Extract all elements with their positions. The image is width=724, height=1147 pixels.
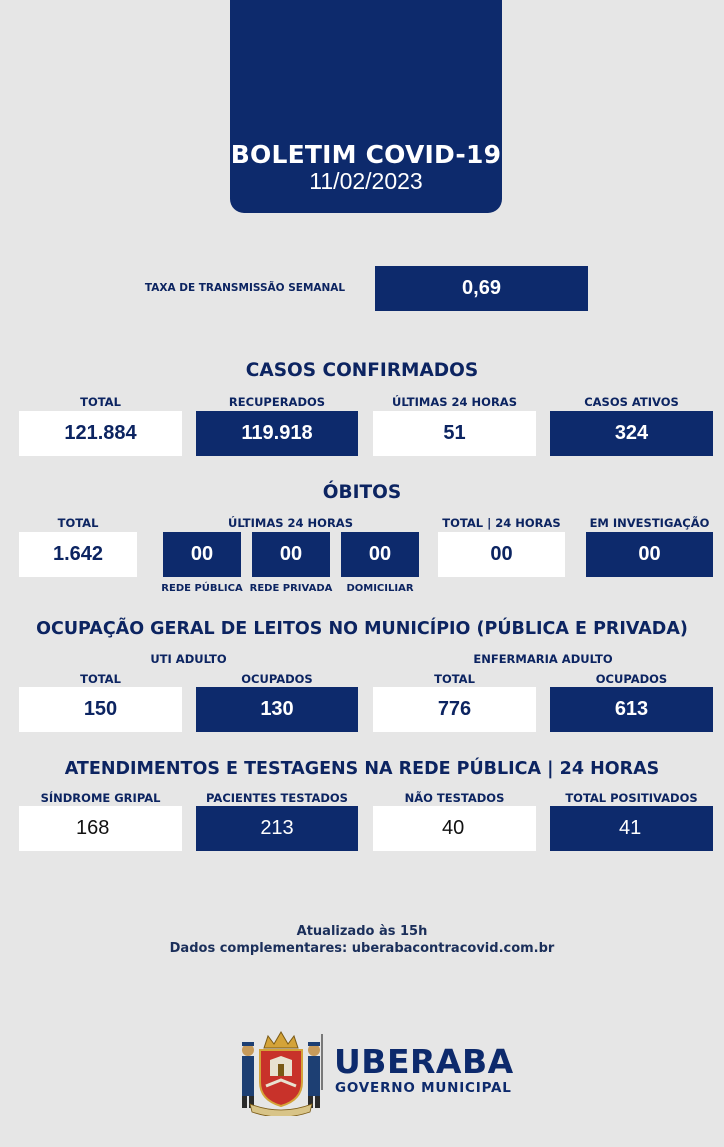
confirmed-24h-value: 51 [373, 411, 536, 456]
care-positive-value: 41 [550, 806, 713, 851]
beds-uti-occupied-label: OCUPADOS [241, 672, 313, 686]
deaths-investigation-value: 00 [586, 532, 713, 577]
deaths-title: ÓBITOS [322, 482, 402, 503]
care-flu-value: 168 [19, 806, 182, 851]
deaths-total-label: TOTAL [57, 516, 99, 530]
care-not-tested-label: NÃO TESTADOS [404, 791, 505, 805]
care-tested-label: PACIENTES TESTADOS [206, 791, 348, 805]
beds-ward-total-label: TOTAL [434, 672, 475, 686]
bulletin-date: 11/02/2023 [309, 168, 423, 194]
deaths-public-value: 00 [163, 532, 241, 577]
confirmed-active-value: 324 [550, 411, 713, 456]
care-title: ATENDIMENTOS E TESTAGENS NA REDE PÚBLICA | 24 HORAS [64, 759, 660, 779]
beds-uti-label: UTI ADULTO [150, 652, 227, 666]
beds-ward-occupied-value: 613 [550, 687, 713, 732]
bulletin-title: BOLETIM COVID-19 [230, 140, 502, 169]
beds-uti-total-label: TOTAL [80, 672, 121, 686]
confirmed-recovered-value: 119.918 [196, 411, 358, 456]
confirmed-total-label: TOTAL [80, 395, 121, 409]
beds-uti-total-value: 150 [19, 687, 182, 732]
deaths-private-label: REDE PRIVADA [249, 583, 333, 594]
deaths-public-label: REDE PÚBLICA [161, 583, 243, 594]
deaths-total24-value: 00 [438, 532, 565, 577]
transmission-label: TAXA DE TRANSMISSÃO SEMANAL [144, 282, 346, 294]
logo-subtitle: GOVERNO MUNICIPAL [335, 1080, 512, 1096]
beds-title: OCUPAÇÃO GERAL DE LEITOS NO MUNICÍPIO (PÚBLICA E PRIVADA) [36, 619, 688, 639]
footer-updated: Atualizado às 15h [296, 924, 428, 939]
care-positive-label: TOTAL POSITIVADOS [565, 791, 698, 805]
confirmed-total-value: 121.884 [19, 411, 182, 456]
deaths-total-value: 1.642 [19, 532, 137, 577]
beds-ward-occupied-label: OCUPADOS [595, 672, 668, 686]
beds-ward-total-value: 776 [373, 687, 536, 732]
care-not-tested-value: 40 [373, 806, 536, 851]
confirmed-24h-label: ÚLTIMAS 24 HORAS [392, 395, 517, 409]
confirmed-title: CASOS CONFIRMADOS [245, 360, 479, 381]
deaths-home-value: 00 [341, 532, 419, 577]
footer-more-info: Dados complementares: uberabacontracovid.com.br [169, 941, 555, 956]
transmission-value: 0,69 [375, 266, 588, 311]
deaths-private-value: 00 [252, 532, 330, 577]
bulletin-header [230, 0, 502, 213]
care-tested-value: 213 [196, 806, 358, 851]
deaths-24h-label: ÚLTIMAS 24 HORAS [228, 516, 353, 530]
deaths-investigation-label: EM INVESTIGAÇÃO [589, 516, 710, 530]
confirmed-active-label: CASOS ATIVOS [584, 395, 679, 409]
beds-ward-label: ENFERMARIA ADULTO [473, 652, 613, 666]
deaths-total24-label: TOTAL | 24 HORAS [442, 516, 561, 530]
care-flu-label: SÍNDROME GRIPAL [40, 791, 161, 805]
deaths-home-label: DOMICILIAR [346, 583, 414, 594]
logo-name: UBERABA [334, 1042, 514, 1081]
coat-of-arms-icon [236, 1030, 326, 1116]
beds-uti-occupied-value: 130 [196, 687, 358, 732]
confirmed-recovered-label: RECUPERADOS [228, 395, 326, 409]
